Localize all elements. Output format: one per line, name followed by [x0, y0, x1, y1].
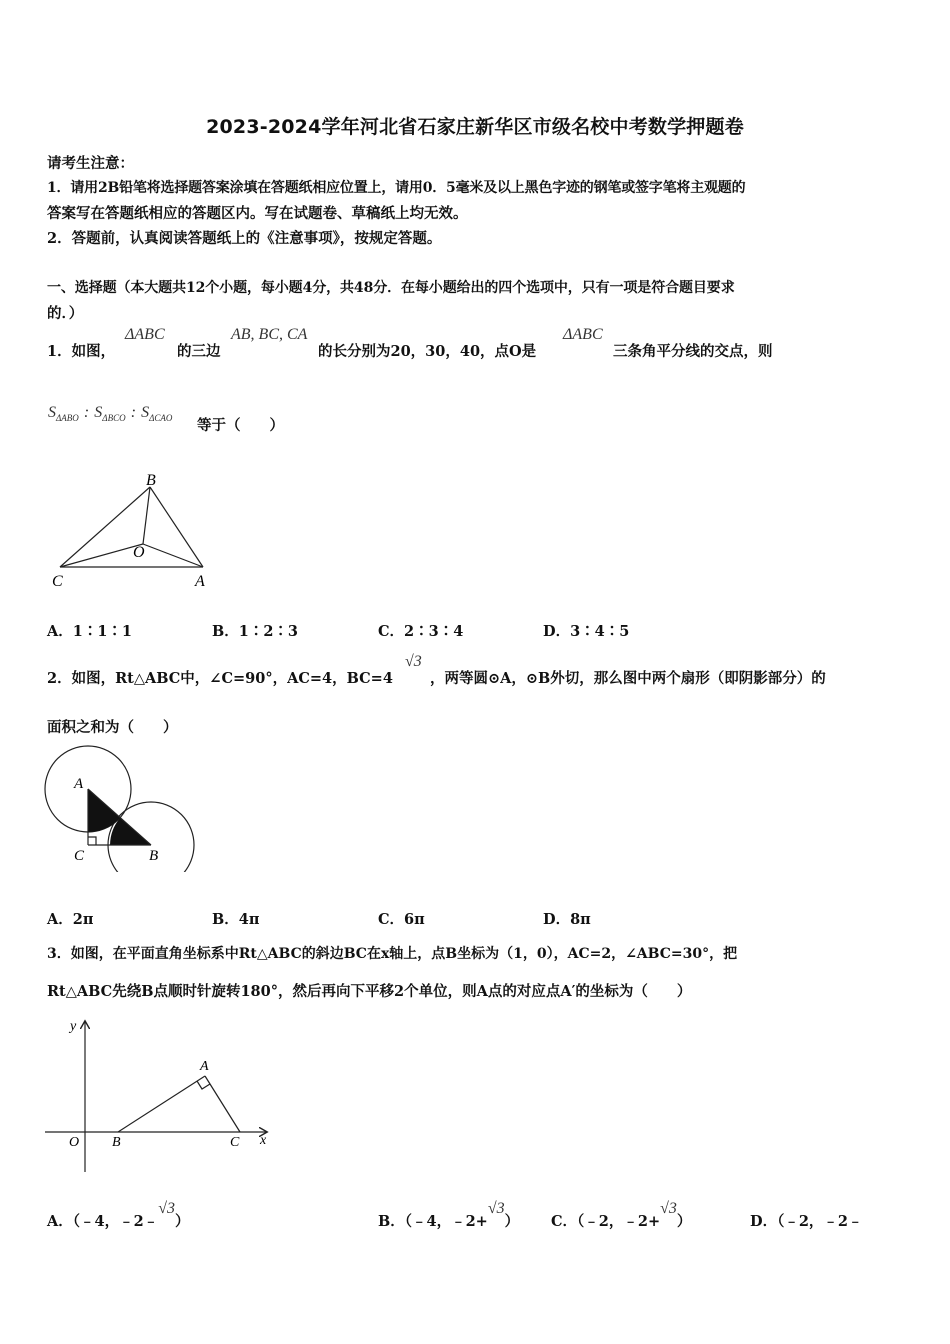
q3-label-b: B [112, 1135, 121, 1150]
q1-formula-triangle-abc-2: ΔABC [563, 326, 603, 343]
q3-label-c: C [230, 1135, 240, 1150]
section-heading-line-2: 的．） [47, 305, 84, 322]
page-title: 2023-2024学年河北省石家庄新华区市级名校中考数学押题卷 [206, 116, 744, 138]
q3-text-2: Rt△ABC先绕B点顺时针旋转180°，然后再向下平移2个单位，则A点的对应点A′的坐标为（ ） [47, 983, 692, 1000]
notice-line-2: 2．答题前，认真阅读答题纸上的《注意事项》，按规定答题。 [47, 230, 442, 247]
q2-label-a: A [74, 776, 84, 792]
q1-label-c: C [52, 573, 63, 590]
q3-option-a-post: ） [174, 1213, 190, 1230]
q3-option-c-sqrt: √3 [660, 1200, 677, 1217]
q1-option-a: A．1∶1∶1 [47, 623, 133, 640]
q1-text-2: 的三边 [177, 343, 221, 360]
q3-label-o: O [69, 1135, 80, 1150]
q3-coordinate-figure [40, 1012, 280, 1182]
q2-text-1: 2．如图，Rt△ABC中，∠C=90°，AC=4，BC=4 [47, 670, 393, 687]
q1-text-3: 的长分别为20，30，40，点O是 [318, 343, 537, 360]
notice-line-1: 1．请用2B铅笔将选择题答案涂填在答题纸相应位置上，请用0．5毫米及以上黑色字迹的钢笔或签字笔将主观题的 [47, 180, 746, 196]
q2-label-b: B [149, 848, 159, 864]
q1-area-s3: S [141, 404, 150, 421]
q2-circles-figure [40, 742, 210, 872]
q1-area-s1: S [48, 404, 56, 421]
q2-option-c: C．6π [378, 911, 425, 928]
q3-option-c-pre: C．（﹣2，﹣2+ [551, 1213, 661, 1230]
q1-area-ratio [48, 402, 172, 423]
q3-option-b-sqrt: √3 [487, 1200, 505, 1217]
q1-segment-ob [143, 487, 150, 544]
q1-segment-oa [143, 544, 203, 567]
q1-formula-sides: AB, BC, CA [231, 326, 308, 343]
q3-option-b [378, 1200, 520, 1231]
q1-label-a: A [195, 573, 205, 590]
q1-label-b: B [146, 472, 156, 489]
q1-option-d: D．3∶4∶5 [543, 623, 630, 640]
q2-sqrt-3: √3 [405, 653, 422, 670]
q3-option-b-post: ） [504, 1213, 520, 1230]
q2-option-a: A．2π [47, 911, 94, 928]
q2-text-2: ，两等圆⊙A，⊙B外切，那么图中两个扇形（即阴影部分）的 [430, 670, 826, 687]
q3-side-ba [118, 1076, 205, 1132]
q2-label-c: C [74, 848, 85, 864]
q1-text-1: 1．如图， [47, 343, 116, 360]
q1-option-b: B．1∶2∶3 [212, 623, 299, 640]
q3-option-c-post: ） [676, 1213, 692, 1230]
q1-area-sub3: ΔCAO [149, 413, 173, 424]
q3-label-y: y [70, 1019, 77, 1034]
q3-option-d: D．（﹣2，﹣2﹣ [750, 1213, 863, 1230]
notice-heading: 请考生注意： [47, 155, 134, 172]
q3-option-c [551, 1200, 692, 1231]
q2-option-b: B．4π [212, 911, 260, 928]
q3-right-angle-mark [197, 1081, 210, 1089]
q3-label-a: A [200, 1059, 209, 1074]
q1-label-o: O [133, 544, 145, 561]
notice-line-1b: 答案写在答题纸相应的答题区内。写在试题卷、草稿纸上均无效。 [47, 205, 468, 222]
section-heading-line-1: 一、选择题（本大题共12个小题，每小题4分，共48分．在每小题给出的四个选项中，只有一项是符合题目要求 [47, 280, 735, 296]
q1-area-sub1: ΔABO [56, 413, 79, 424]
q2-text-3: 面积之和为（ ） [47, 719, 178, 736]
q1-area-sub2: ΔBCO [102, 413, 126, 424]
q2-right-angle-mark [88, 837, 96, 845]
q1-area-s2: S [94, 404, 103, 421]
q2-option-d: D．8π [543, 911, 591, 928]
q3-option-a-pre: A．（﹣4，﹣2﹣ [47, 1213, 159, 1230]
q1-option-c: C．2∶3∶4 [378, 623, 464, 640]
q1-triangle-figure [40, 465, 230, 595]
q3-label-x: x [260, 1133, 267, 1148]
q3-text-1: 3．如图，在平面直角坐标系中Rt△ABC的斜边BC在x轴上，点B坐标为（1，0），AC=2，∠ABC=30°，把 [47, 946, 738, 962]
q3-option-b-pre: B．（﹣4，﹣2+ [378, 1213, 488, 1230]
q3-option-a [47, 1200, 190, 1231]
q1-text-4: 三条角平分线的交点，则 [613, 343, 773, 360]
q1-side-ba [150, 487, 203, 567]
q1-ratio-colon-2: : [130, 404, 137, 421]
q1-text-5: 等于（ ） [197, 417, 284, 434]
q1-ratio-colon-1: : [83, 404, 90, 421]
q1-formula-triangle-abc: ΔABC [125, 326, 165, 343]
q3-option-a-sqrt: √3 [158, 1200, 175, 1217]
